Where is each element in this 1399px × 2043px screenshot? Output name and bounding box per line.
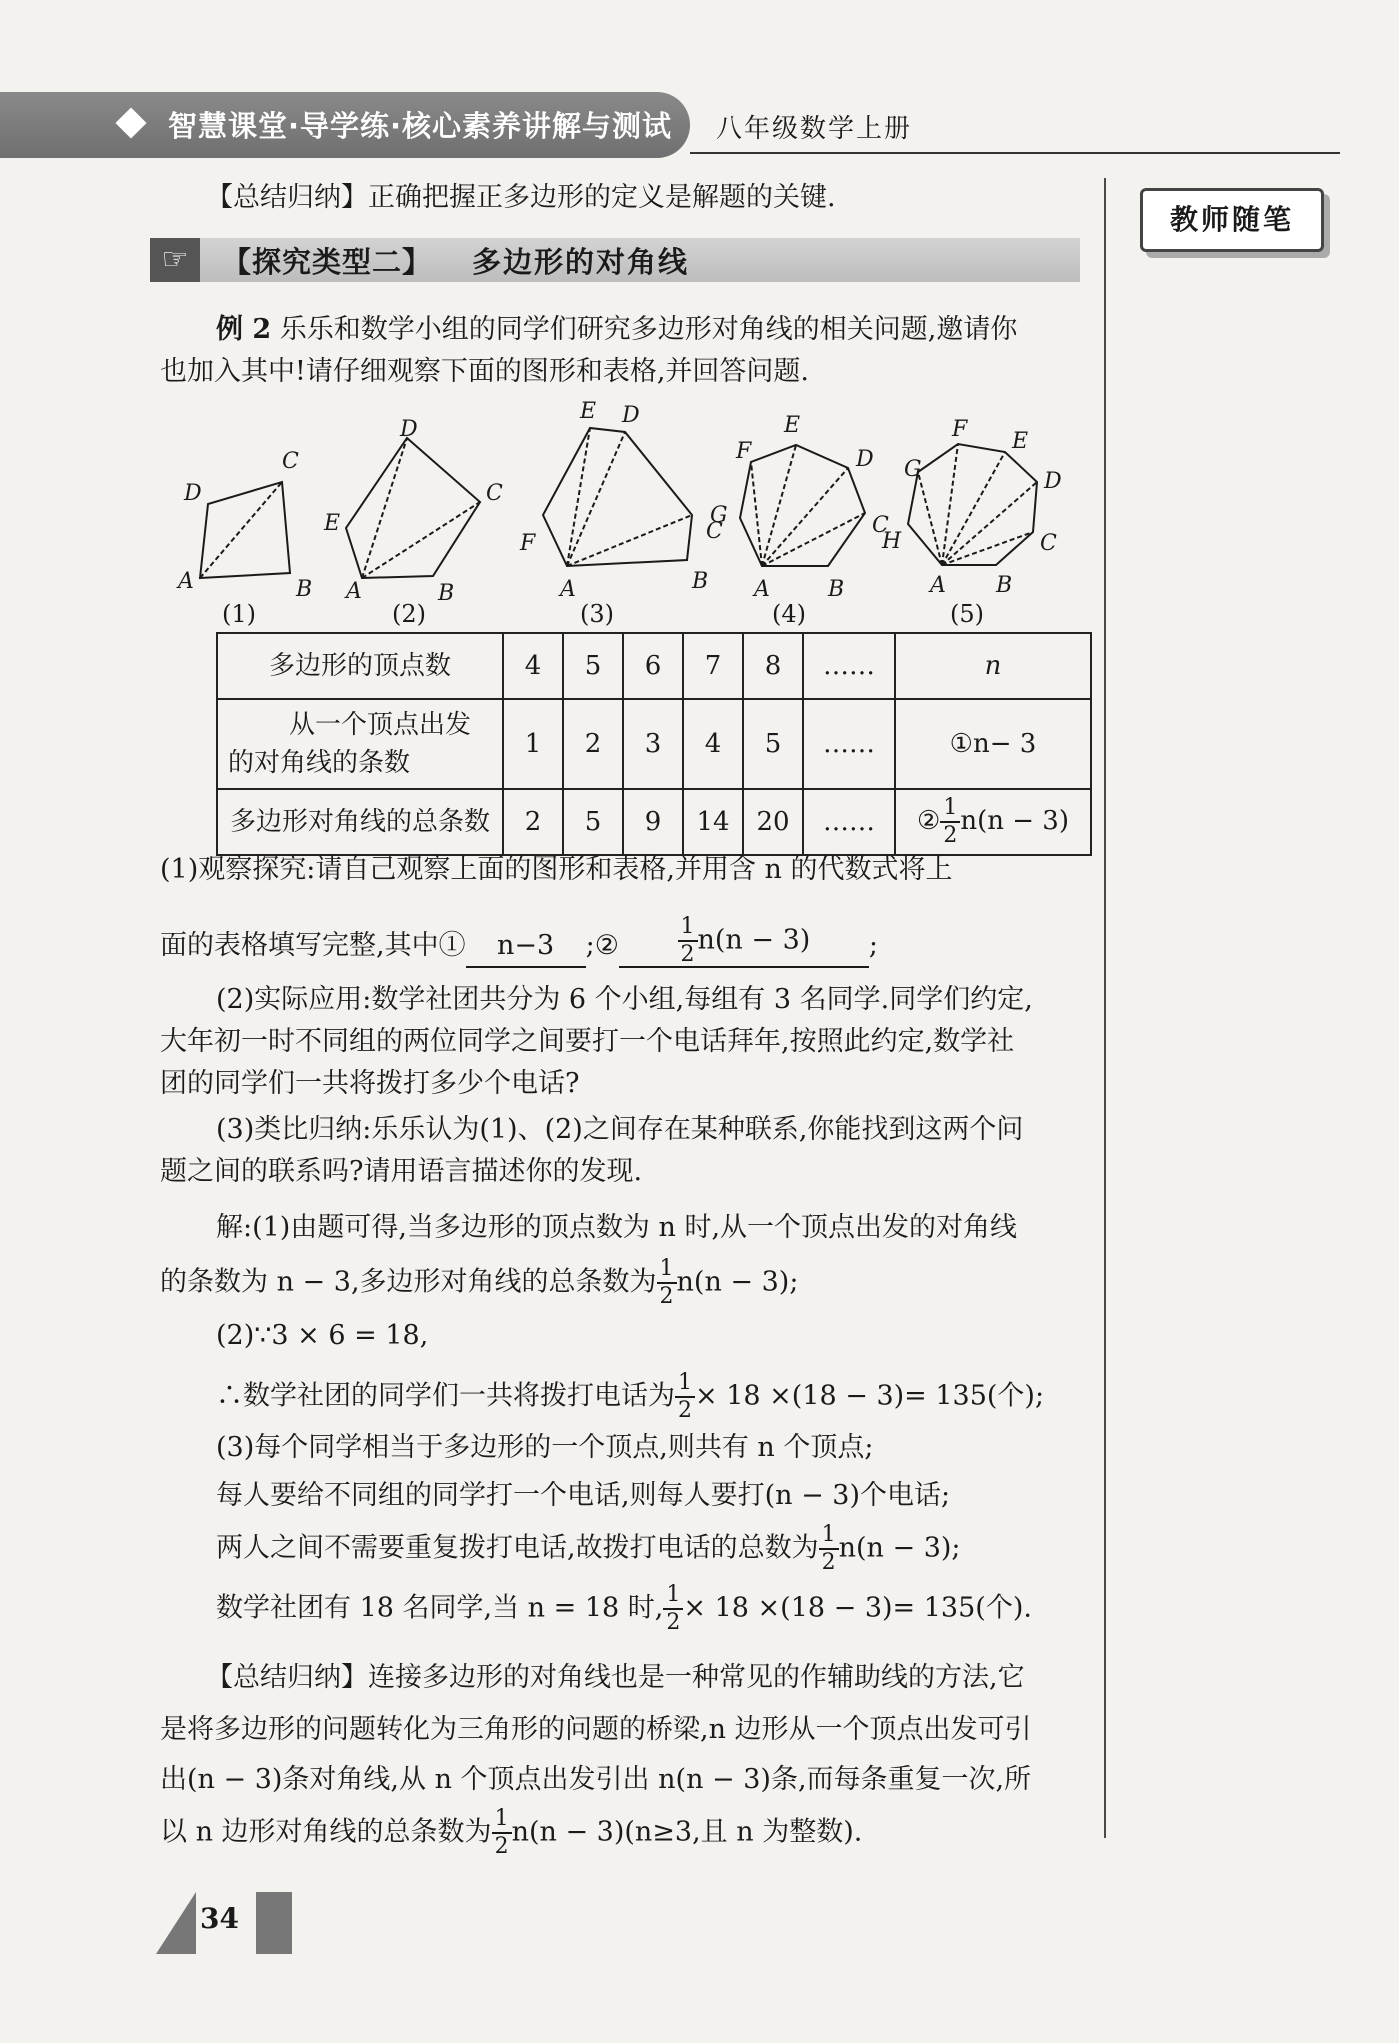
figure-5-diagonal	[942, 482, 1037, 565]
vertex-label: A	[560, 577, 576, 602]
header-rule	[690, 152, 1340, 154]
table-cell: ……	[803, 789, 895, 855]
summary-2-line-3: 出(n − 3)条对角线,从 n 个顶点出发引出 n(n − 3)条,而每条重复一次,所	[160, 1764, 1032, 1795]
table-cell: 20	[743, 789, 803, 855]
table-cell: 2	[563, 699, 623, 789]
vertex-label: D	[622, 403, 640, 428]
figure-caption: (2)	[392, 600, 426, 628]
vertex-label: A	[178, 569, 194, 594]
figure-2-diagonal	[362, 438, 407, 578]
table-cell: 5	[563, 633, 623, 699]
summary-tag: 【总结归纳】	[206, 1662, 368, 1693]
vertex-label: H	[882, 529, 902, 554]
solution-text: n(n − 3);	[838, 1532, 961, 1564]
vertex-label: D	[400, 417, 418, 442]
table-cell: 6	[623, 633, 683, 699]
figure-3-diagonal	[567, 515, 692, 566]
footer-triangle	[156, 1892, 196, 1954]
fraction: $\frac{1}{2}$	[819, 1524, 839, 1574]
figure-caption: (4)	[772, 600, 806, 628]
solution-line-6: 每人要给不同组的同学打一个电话,则每人要打(n − 3)个电话;	[216, 1480, 951, 1511]
vertex-label: C	[1040, 531, 1057, 556]
vertex-label: D	[856, 447, 874, 472]
row-header	[217, 699, 503, 789]
vertex-label: C	[706, 519, 723, 544]
vertex-label: A	[930, 573, 946, 598]
solution-text: × 18 ×(18 − 3)= 135(个);	[695, 1380, 1045, 1412]
solution-line-8	[216, 1584, 1032, 1634]
q2-line-2: 大年初一时不同组的两位同学之间要打一个电话拜年,按照此约定,数学社	[160, 1026, 1015, 1057]
table-cell: 4	[683, 699, 743, 789]
figure-4-diagonal	[762, 513, 865, 566]
figure-caption: (5)	[950, 600, 984, 628]
answer-suffix: n(n − 3)	[960, 806, 1069, 836]
vertex-label: B	[296, 577, 313, 602]
vertex-label: B	[996, 573, 1013, 598]
row-header-line: 的对角线的条数	[228, 748, 411, 778]
table-cell: 3	[623, 699, 683, 789]
vertex-label: G	[904, 457, 922, 482]
book-title: 智慧课堂·导学练·核心素养讲解与测试	[168, 109, 673, 143]
solution-line-4	[216, 1372, 1044, 1422]
figure-caption: (1)	[222, 600, 256, 628]
table-cell: 5	[563, 789, 623, 855]
table-cell: 8	[743, 633, 803, 699]
solution-line-1: 解:(1)由题可得,当多边形的顶点数为 n 时,从一个顶点出发的对角线	[216, 1212, 1018, 1243]
summary-2-line-2: 是将多边形的问题转化为三角形的问题的桥梁,n 边形从一个顶点出发可引	[160, 1714, 1032, 1745]
summary-text: 以 n 边形对角线的总条数为	[160, 1816, 492, 1848]
figure-5-diagonal	[942, 452, 1005, 565]
grade-label: 八年级数学上册	[716, 114, 913, 144]
solution-text: 两人之间不需要重复拨打电话,故拨打电话的总数为	[216, 1532, 819, 1564]
table-cell: 7	[683, 633, 743, 699]
fraction: $\frac{1}{2}$	[675, 1372, 695, 1422]
row-header-line: 从一个顶点出发	[288, 710, 471, 740]
pointing-hand-icon: ☞	[150, 238, 200, 282]
table-cell: ……	[803, 699, 895, 789]
vertex-label: D	[1044, 469, 1062, 494]
fraction: $\frac{1}{2}$	[678, 916, 698, 966]
vertex-label: E	[1012, 429, 1029, 454]
table-cell: 4	[503, 633, 563, 699]
answer-prefix: ②	[917, 806, 941, 836]
vertex-label: G	[710, 503, 728, 528]
q1-line-2	[160, 916, 878, 968]
section-label: 【探究类型二】	[222, 245, 433, 279]
solution-text: 数学社团有 18 名同学,当 n = 18 时,	[216, 1592, 664, 1624]
vertex-label: A	[346, 579, 362, 604]
example-label: 例 2	[216, 314, 272, 345]
figure-4-polygon	[740, 445, 865, 566]
table-cell: 9	[623, 789, 683, 855]
vertex-label: F	[952, 417, 968, 442]
summary-tag: 【总结归纳】	[206, 182, 368, 213]
q2-line-1: (2)实际应用:数学社团共分为 6 个小组,每组有 3 名同学.同学们约定,	[216, 984, 1033, 1015]
figure-4-diagonal	[751, 462, 762, 566]
table-cell: n	[895, 633, 1091, 699]
vertex-label: E	[324, 511, 341, 536]
table-cell: 5	[743, 699, 803, 789]
table-row	[217, 633, 1091, 699]
table-cell: ……	[803, 633, 895, 699]
figure-5-diagonal	[942, 444, 958, 565]
q2-line-3: 团的同学们一共将拨打多少个电话?	[160, 1068, 580, 1099]
figure-1-diagonal	[200, 482, 282, 578]
vertex-label: C	[486, 481, 503, 506]
solution-text: ∴数学社团的同学们一共将拨打电话为	[216, 1380, 675, 1412]
vertex-label: F	[520, 531, 536, 556]
vertex-label: C	[282, 449, 299, 474]
summary-text: 正确把握正多边形的定义是解题的关键.	[368, 182, 836, 213]
solution-text: n(n − 3);	[676, 1266, 799, 1298]
table-row	[217, 789, 1091, 855]
table-cell: 1	[503, 699, 563, 789]
figure-2-polygon	[346, 438, 480, 578]
solution-text: × 18 ×(18 − 3)= 135(个).	[683, 1592, 1032, 1624]
vertex-label: A	[754, 577, 770, 602]
figure-3-diagonal	[567, 432, 625, 566]
page-number: 34	[200, 1902, 239, 1935]
q1-text: 面的表格填写完整,其中①	[160, 930, 466, 961]
table-cell: 14	[683, 789, 743, 855]
summary-text: n(n − 3)(n≥3,且 n 为整数).	[511, 1816, 863, 1848]
q1-text: ;	[868, 930, 879, 961]
q1-line-1: (1)观察探究:请自己观察上面的图形和表格,并用含 n 的代数式将上	[160, 854, 953, 885]
solution-line-3: (2)∵3 × 6 = 18,	[216, 1320, 429, 1351]
q3-line-2: 题之间的联系吗?请用语言描述你的发现.	[160, 1156, 643, 1187]
figure-5-diagonal	[942, 532, 1033, 565]
figure-5-polygon	[908, 444, 1037, 565]
row-header: 多边形的顶点数	[217, 633, 503, 699]
vertex-label: D	[184, 481, 202, 506]
q3-line-1: (3)类比归纳:乐乐认为(1)、(2)之间存在某种联系,你能找到这两个问	[216, 1114, 1024, 1145]
section-title: 多边形的对角线	[472, 245, 690, 279]
footer-bar	[256, 1892, 292, 1954]
answer-blank-2	[619, 916, 869, 968]
vertex-label: B	[438, 581, 455, 606]
polygon-table	[216, 632, 1092, 856]
example-text-1: 乐乐和数学小组的同学们研究多边形对角线的相关问题,邀请你	[279, 314, 1018, 345]
polygon-figures	[160, 400, 1100, 630]
vertex-label: E	[784, 413, 801, 438]
row-header: 多边形对角线的总条数	[217, 789, 503, 855]
solution-text: 的条数为 n − 3,多边形对角线的总条数为	[160, 1266, 657, 1298]
vertex-label: F	[736, 439, 752, 464]
vertex-label: C	[872, 513, 889, 538]
blank2-text: n(n − 3)	[697, 924, 811, 956]
fraction: $\frac{1}{2}$	[940, 797, 960, 847]
table-row	[217, 699, 1091, 789]
summary-2-line-4	[160, 1808, 862, 1858]
teacher-notes-label: 教师随笔	[1140, 188, 1324, 252]
table-cell-answer	[895, 789, 1091, 855]
fraction: $\frac{1}{2}$	[663, 1584, 683, 1634]
summary-2-line-1	[206, 1658, 1025, 1698]
q1-text: ;②	[585, 930, 619, 961]
table-cell: 2	[503, 789, 563, 855]
solution-line-2	[160, 1258, 798, 1308]
margin-divider	[1104, 178, 1106, 1838]
fraction: $\frac{1}{2}$	[657, 1258, 677, 1308]
vertex-label: B	[692, 569, 709, 594]
vertex-label: E	[580, 400, 597, 424]
summary-1	[206, 178, 836, 218]
solution-line-5: (3)每个同学相当于多边形的一个顶点,则共有 n 个顶点;	[216, 1432, 874, 1463]
figure-2-diagonal	[362, 502, 480, 578]
fraction: $\frac{1}{2}$	[492, 1808, 512, 1858]
figure-caption: (3)	[580, 600, 614, 628]
vertex-label: B	[828, 577, 845, 602]
figure-3-polygon	[543, 428, 692, 566]
solution-line-7	[216, 1524, 961, 1574]
summary-text: 连接多边形的对角线也是一种常见的作辅助线的方法,它	[368, 1662, 1025, 1693]
answer-blank-1: n−3	[466, 926, 586, 968]
example-line-1	[216, 310, 1017, 350]
table-cell-answer: ①n− 3	[895, 699, 1091, 789]
example-line-2: 也加入其中!请仔细观察下面的图形和表格,并回答问题.	[160, 356, 810, 387]
